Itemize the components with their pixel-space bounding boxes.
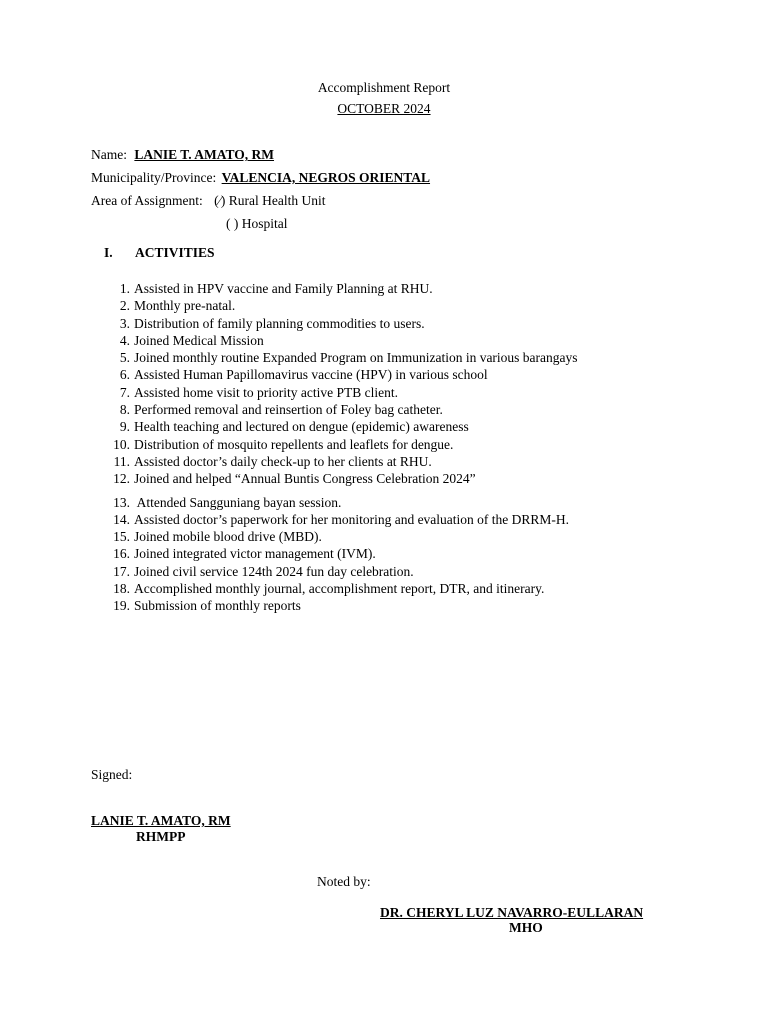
activity-item xyxy=(104,280,578,297)
municipality-value: VALENCIA, NEGROS ORIENTAL xyxy=(221,170,431,185)
activity-number: 12. xyxy=(113,471,130,487)
activity-item xyxy=(104,349,578,366)
signer-name: LANIE T. AMATO, RM xyxy=(91,813,231,828)
activity-text: Distribution of family planning commodities to users. xyxy=(134,315,425,331)
activity-item xyxy=(104,453,578,470)
activity-number: 1. xyxy=(119,281,130,296)
activity-item xyxy=(104,580,578,597)
activity-number: 16. xyxy=(113,546,130,562)
report-period: OCTOBER 2024 xyxy=(337,101,431,116)
activity-item xyxy=(104,418,578,435)
activity-number: 10. xyxy=(113,436,130,452)
activities-list xyxy=(104,280,578,615)
activity-number: 18. xyxy=(113,581,130,597)
activity-item xyxy=(104,401,578,418)
activity-text: Joined mobile blood drive (MBD). xyxy=(134,529,322,545)
activity-number: 7. xyxy=(119,384,130,400)
activity-number: 8. xyxy=(119,402,130,418)
activity-number: 19. xyxy=(113,598,130,614)
activity-text: Performed removal and reinsertion of Foley bag catheter. xyxy=(134,402,443,418)
area-row xyxy=(91,193,325,209)
activity-text: Joined and helped “Annual Buntis Congress Celebration 2024” xyxy=(134,471,476,487)
activity-number: 17. xyxy=(113,563,130,579)
activity-text: Assisted doctor’s paperwork for her monitoring and evaluation of the DRRM-H. xyxy=(134,511,570,527)
activity-item xyxy=(104,511,578,528)
activity-number: 3. xyxy=(119,315,130,331)
activity-item xyxy=(104,297,578,314)
activity-item xyxy=(104,528,578,545)
activity-item xyxy=(104,597,578,614)
signed-label: Signed: xyxy=(91,767,133,782)
noter-name: DR. CHERYL LUZ NAVARRO-EULLARAN xyxy=(380,905,644,920)
activity-number: 2. xyxy=(119,298,130,314)
activity-text: Accomplished monthly journal, accomplishment report, DTR, and itinerary. xyxy=(134,581,545,597)
activity-item xyxy=(104,436,578,453)
area-option-rhu: (∕) Rural Health Unit xyxy=(214,193,326,208)
activity-number: 14. xyxy=(113,511,130,527)
activity-number: 13. xyxy=(113,494,130,510)
area-option-hospital: ( ) Hospital xyxy=(226,216,288,231)
area-label: Area of Assignment: xyxy=(91,193,203,208)
activity-text: Joined civil service 124th 2024 fun day celebration. xyxy=(134,563,414,579)
name-value: LANIE T. AMATO, RM xyxy=(134,147,275,162)
noter-title: MHO xyxy=(509,920,543,935)
activity-item xyxy=(104,332,578,349)
activity-text: Joined Medical Mission xyxy=(134,332,264,348)
municipality-label: Municipality/Province: xyxy=(91,170,217,185)
activity-item xyxy=(104,563,578,580)
activity-number: 15. xyxy=(113,529,130,545)
activity-number: 11. xyxy=(113,453,130,469)
activity-text: Assisted home visit to priority active PTB client. xyxy=(134,384,398,400)
activity-text: Attended Sangguniang bayan session. xyxy=(134,494,342,510)
section-title: ACTIVITIES xyxy=(135,245,215,260)
activity-item xyxy=(104,494,578,511)
noted-label: Noted by: xyxy=(317,874,371,889)
activity-number: 9. xyxy=(119,419,130,435)
section-number: I. xyxy=(104,245,113,260)
activity-number: 4. xyxy=(119,332,130,348)
activity-item xyxy=(104,545,578,562)
activity-text: Submission of monthly reports xyxy=(134,598,301,614)
activity-text: Assisted doctor’s daily check-up to her clients at RHU. xyxy=(134,453,432,469)
name-row xyxy=(91,147,274,163)
activity-number: 6. xyxy=(119,367,130,383)
activity-item xyxy=(104,470,578,487)
activity-text: Joined integrated victor management (IVM). xyxy=(134,546,376,562)
activity-text: Monthly pre-natal. xyxy=(134,298,236,314)
activity-number: 5. xyxy=(119,350,130,366)
activity-text: Assisted in HPV vaccine and Family Planning at RHU. xyxy=(134,281,433,296)
activity-item xyxy=(104,384,578,401)
name-label: Name: xyxy=(91,147,127,162)
activity-item xyxy=(104,315,578,332)
report-title: Accomplishment Report xyxy=(317,80,451,95)
activity-text: Joined monthly routine Expanded Program on Immunization in various barangays xyxy=(134,350,578,366)
activity-text: Distribution of mosquito repellents and leaflets for dengue. xyxy=(134,436,454,452)
activity-item xyxy=(104,366,578,383)
municipality-row xyxy=(91,170,430,186)
section-heading xyxy=(104,245,215,261)
activity-text: Health teaching and lectured on dengue (epidemic) awareness xyxy=(134,419,469,435)
signer-title: RHMPP xyxy=(136,829,186,844)
activity-text: Assisted Human Papillomavirus vaccine (HPV) in various school xyxy=(134,367,488,383)
